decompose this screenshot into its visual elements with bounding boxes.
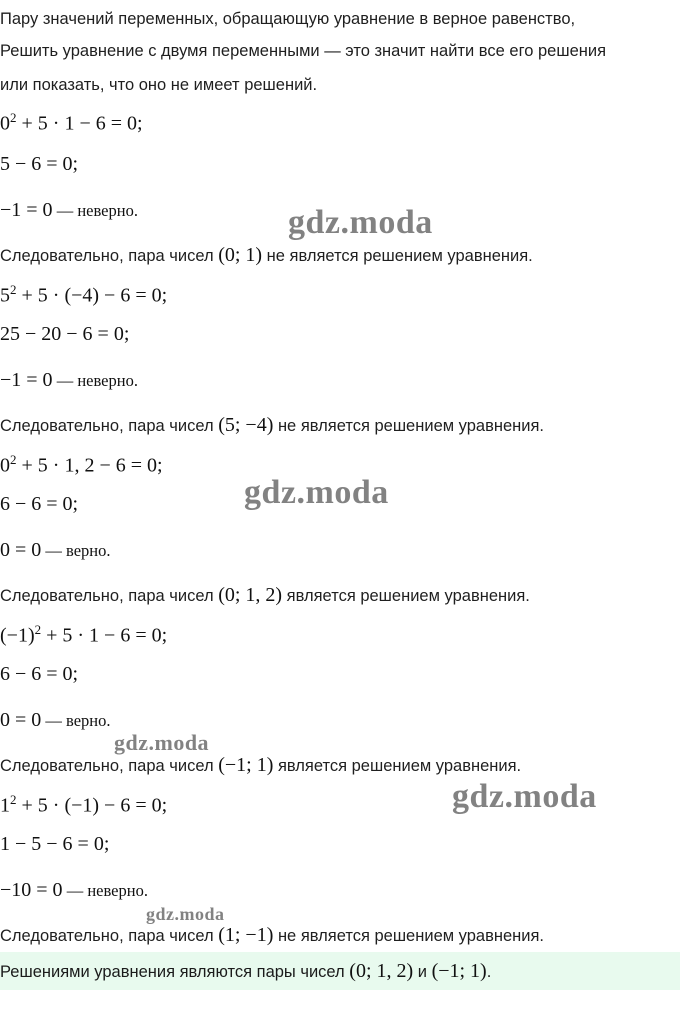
block5-conclusion: Следовательно, пара чисел (1; −1) не является решением уравнения. bbox=[0, 924, 544, 946]
answer-box bbox=[0, 952, 680, 990]
block3-conclusion: Следовательно, пара чисел (0; 1, 2) является решением уравнения. bbox=[0, 584, 530, 606]
watermark-2: gdz.moda bbox=[244, 474, 389, 511]
block3-equation-3: 0 = 0 — верно. bbox=[0, 539, 111, 561]
block1-conclusion: Следовательно, пара чисел (0; 1) не является решением уравнения. bbox=[0, 244, 533, 266]
intro-line-2: Решить уравнение с двумя переменными — это значит найти все его решения bbox=[0, 42, 607, 60]
watermark-1: gdz.moda bbox=[288, 204, 433, 241]
block3-equation-2: 6 − 6 = 0; bbox=[0, 493, 79, 515]
block1-equation-2: 5 − 6 = 0; bbox=[0, 153, 79, 175]
watermark-5: gdz.moda bbox=[146, 904, 225, 924]
block1-equation-3: −1 = 0 — неверно. bbox=[0, 199, 138, 221]
intro-line-3: или показать, что оно не имеет решений. bbox=[0, 76, 318, 94]
block4-equation-3: 0 = 0 — верно. bbox=[0, 709, 111, 731]
watermark-3: gdz.moda bbox=[114, 730, 210, 755]
answer-text: Решениями уравнения являются пары чисел (0; 1, 2) и (−1; 1). bbox=[0, 960, 492, 982]
block2-equation-2: 25 − 20 − 6 = 0; bbox=[0, 323, 130, 345]
block4-equation-1: $(-1)^2 + 5 \cdot 1 - 6 = 0$; bbox=[0, 622, 168, 647]
block5-equation-3: −10 = 0 — неверно. bbox=[0, 879, 148, 901]
watermark-4: gdz.moda bbox=[452, 778, 597, 815]
block4-conclusion: Следовательно, пара чисел (−1; 1) является решением уравнения. bbox=[0, 754, 522, 776]
block1-equation-1: $0^2 + 5 \cdot 1 - 6 = 0$; bbox=[0, 110, 143, 135]
block2-conclusion: Следовательно, пара чисел (5; −4) не является решением уравнения. bbox=[0, 414, 544, 436]
intro-line-1: Пару значений переменных, обращающую уравнение в верное равенство, bbox=[0, 10, 576, 28]
block5-equation-2: 1 − 5 − 6 = 0; bbox=[0, 833, 110, 855]
block4-equation-2: 6 − 6 = 0; bbox=[0, 663, 79, 685]
block3-equation-1: $0^2 + 5 \cdot 1$, 2 − 6 = 0; bbox=[0, 452, 163, 477]
block5-equation-1: $1^2 + 5 \cdot (-1) - 6 = 0$; bbox=[0, 792, 168, 817]
block2-equation-3: −1 = 0 — неверно. bbox=[0, 369, 138, 391]
block2-equation-1: $5^2 + 5 \cdot (-4) - 6 = 0$; bbox=[0, 282, 168, 307]
